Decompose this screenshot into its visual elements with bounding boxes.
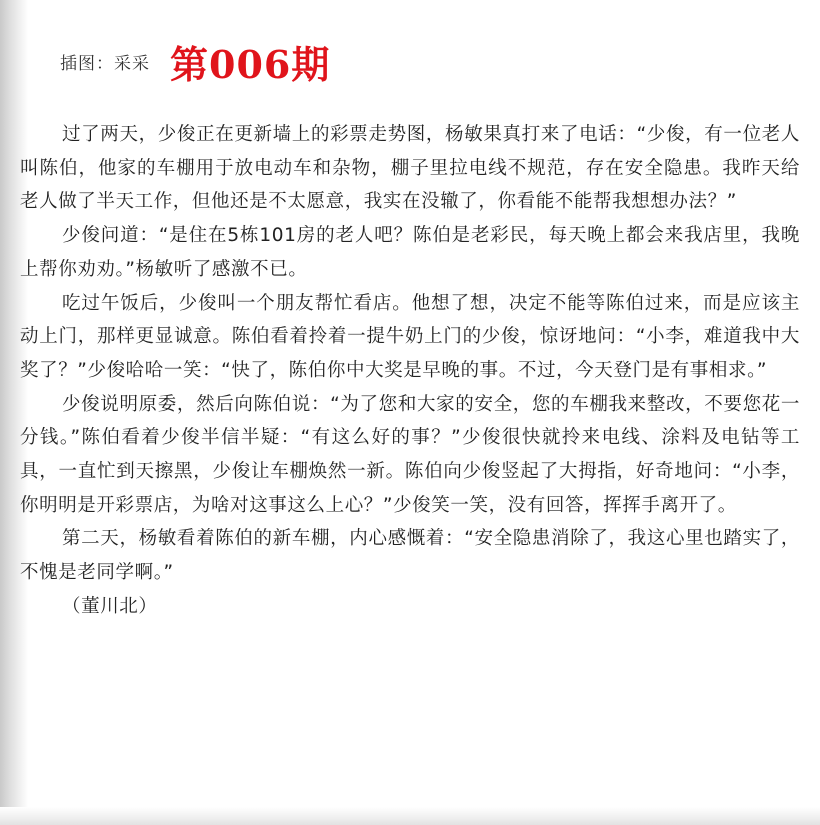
paragraph: 第二天，杨敏看着陈伯的新车棚，内心感慨着：“安全隐患消除了，我这心里也踏实了，不愧是老同学啊。” xyxy=(20,528,800,584)
paragraph: 过了两天，少俊正在更新墙上的彩票走势图，杨敏果真打来了电话：“少俊，有一位老人叫陈伯，他家的车棚用于放电动车和杂物，棚子里拉电线不规范，存在安全隐患。我昨天给老人做了半天工作，但他还是不太愿意，我实在没辙了，你看能不能帮我想想办法？” xyxy=(20,124,800,213)
article-body xyxy=(20,118,800,624)
article-header xyxy=(60,36,330,86)
paragraph: 吃过午饭后，少俊叫一个朋友帮忙看店。他想了想，决定不能等陈伯过来，而是应该主动上门，那样更显诚意。陈伯看着拎着一提牛奶上门的少俊，惊讶地问：“小李，难道我中大奖了？”少俊哈哈一笑：“快了，陈伯你中大奖是早晚的事。不过，今天登门是有事相求。” xyxy=(20,292,800,381)
illustration-credit: 插图：采采 xyxy=(60,53,150,74)
paragraph: 少俊说明原委，然后向陈伯说：“为了您和大家的安全，您的车棚我来整改，不要您花一分钱。”陈伯看着少俊半信半疑：“有这么好的事？”少俊很快就拎来电线、涂料及电钻等工具，一直忙到天擦黑，少俊让车棚焕然一新。陈伯向少俊竖起了大拇指，好奇地问：“小李，你明明是开彩票店，为啥对这事这么上心？”少俊笑一笑，没有回答，挥挥手离开了。 xyxy=(20,393,800,516)
page-bottom-shadow xyxy=(0,807,820,825)
author-byline: （董川北） xyxy=(62,595,158,617)
paragraph: 少俊问道：“是住在5栋101房的老人吧？陈伯是老彩民，每天晚上都会来我店里，我晚上帮你劝劝。”杨敏听了感激不已。 xyxy=(20,225,800,280)
issue-number: 第006期 xyxy=(170,41,331,87)
